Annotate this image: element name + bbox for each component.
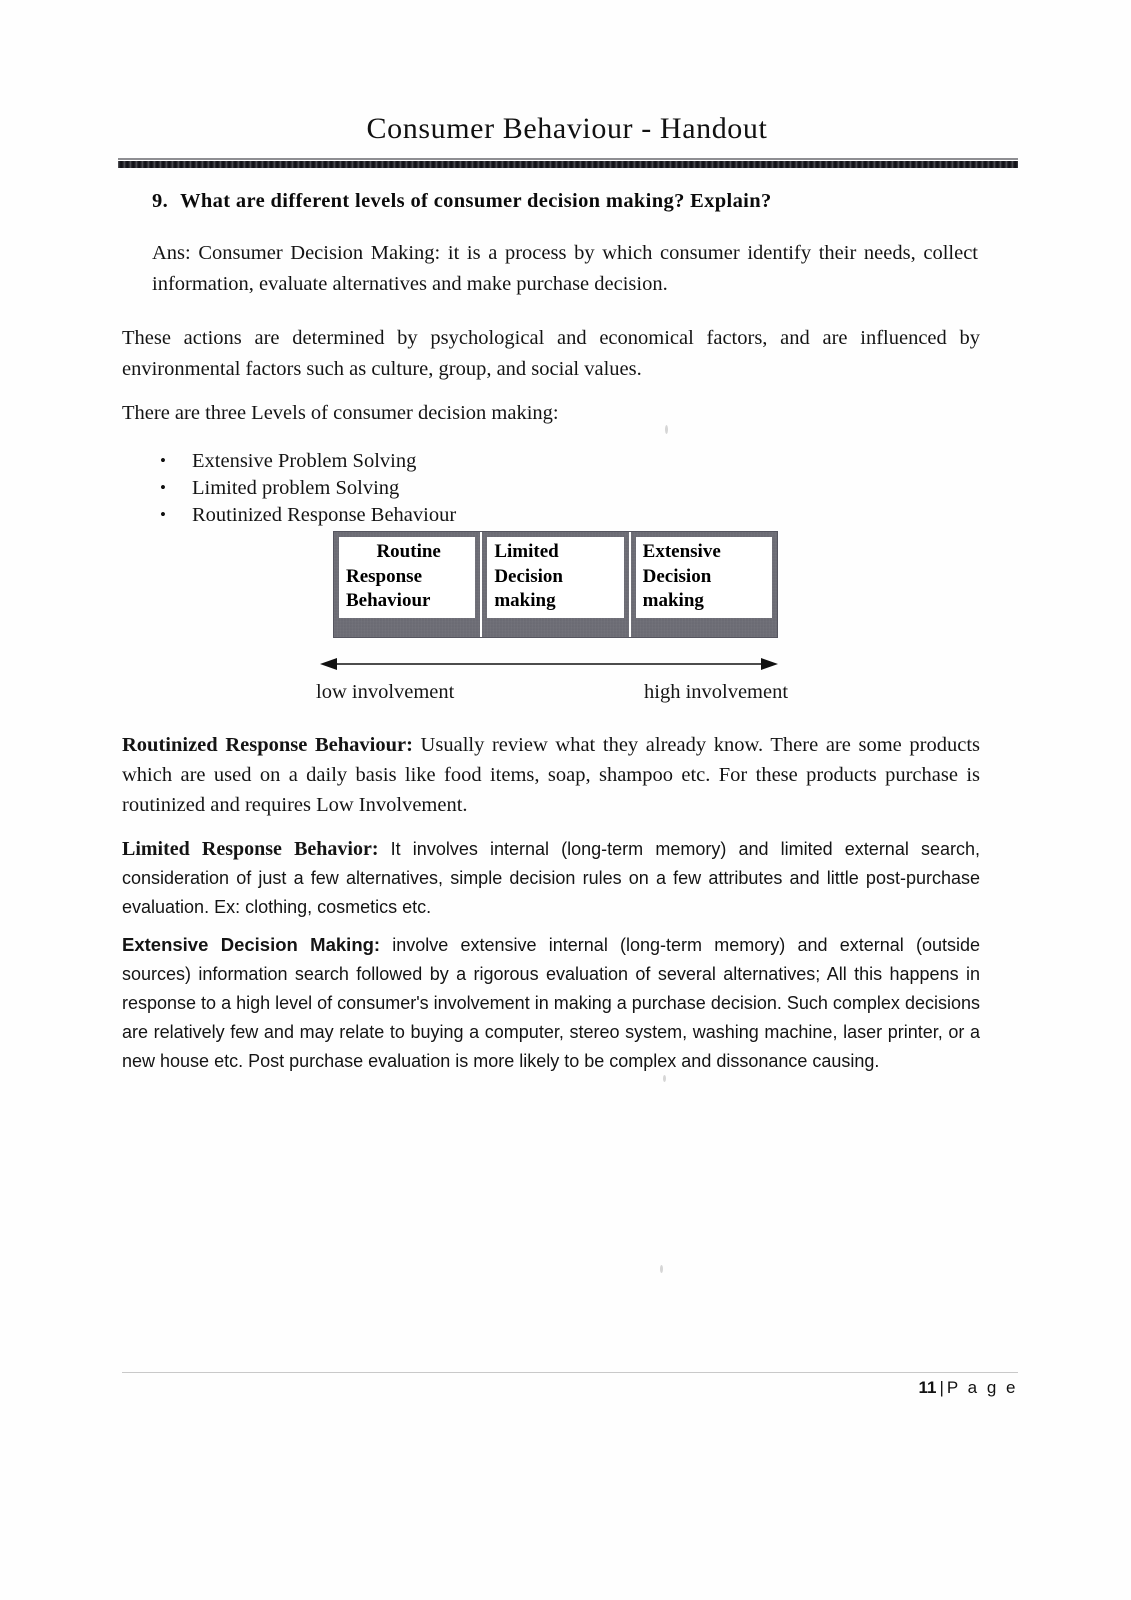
diagram-label-routine bbox=[339, 537, 475, 618]
list-item: • Limited problem Solving bbox=[152, 475, 712, 502]
page-number-separator: | bbox=[939, 1378, 944, 1397]
diagram-label-line: Limited bbox=[494, 541, 559, 562]
arrow-label-row bbox=[316, 679, 816, 709]
diagram-label-extensive bbox=[636, 537, 772, 618]
axis-label-low-involvement: low involvement bbox=[316, 681, 455, 703]
diagram-box-row bbox=[333, 531, 778, 638]
double-arrow-icon bbox=[320, 656, 778, 672]
question-text: What are different levels of consumer decision making? Explain? bbox=[180, 190, 772, 212]
header-rule-thin bbox=[118, 158, 1018, 160]
axis-label-high-involvement: high involvement bbox=[644, 681, 789, 703]
document-header bbox=[118, 112, 1016, 146]
footer-page-number bbox=[122, 1378, 1018, 1398]
diagram-label-line: Routine bbox=[376, 541, 441, 562]
involvement-diagram bbox=[316, 531, 812, 721]
footer-divider bbox=[122, 1372, 1018, 1373]
page-number-value: 11 bbox=[918, 1378, 937, 1397]
page-number-word: P a g e bbox=[946, 1378, 1018, 1397]
scan-artifact bbox=[663, 1075, 666, 1082]
header-rule-thick bbox=[118, 161, 1018, 168]
diagram-label-line: Response bbox=[346, 565, 423, 587]
diagram-cell-extensive bbox=[631, 532, 777, 637]
section-lead: Limited Response Behavior: bbox=[122, 838, 379, 860]
diagram-label-line: Extensive bbox=[642, 541, 721, 562]
question-heading bbox=[152, 188, 1012, 214]
section-lead: Routinized Response Behaviour: bbox=[122, 734, 413, 756]
page-title: Consumer Behaviour - Handout bbox=[366, 112, 768, 145]
levels-bullet-list bbox=[152, 448, 712, 529]
diagram-label-line: Decision bbox=[494, 565, 563, 587]
diagram-label-line: Behaviour bbox=[346, 590, 431, 611]
scan-artifact bbox=[660, 1265, 663, 1273]
section-lead: Extensive Decision Making: bbox=[122, 934, 381, 955]
diagram-label-limited bbox=[487, 537, 623, 618]
section-extensive-decision-making bbox=[122, 930, 980, 1076]
list-item: • Extensive Problem Solving bbox=[152, 448, 712, 475]
diagram-label-line: making bbox=[494, 590, 556, 611]
diagram-label-line: Decision bbox=[642, 565, 712, 587]
section-limited-response bbox=[122, 835, 980, 922]
diagram-cell-limited bbox=[482, 532, 630, 637]
answer-paragraph: Ans: Consumer Decision Making: it is a process by which consumer identify their needs, collect information, evaluate alternatives and make purchase decision. bbox=[152, 242, 978, 295]
question-number: 9. bbox=[152, 190, 169, 212]
levels-intro-paragraph: There are three Levels of consumer decision making: bbox=[122, 402, 559, 424]
section-body: Usually review what they already know. There are some products which are used on a daily basis like food items, soap, shampoo etc. For these products purchase is routinized and requires Low Involvement. bbox=[122, 734, 980, 816]
section-body: involve extensive internal (long-term memory) and external (outside sources) information search followed by a rigorous evaluation of several alternatives; All this happens in response to a high level of consumer's involvement in making a purchase decision. Such complex decisions are relatively few and may relate to buying a computer, stereo system, washing machine, laser printer, or a new house etc. Post purchase evaluation is more likely to be complex and dissonance causing. bbox=[122, 935, 980, 1071]
diagram-cell-routine bbox=[334, 532, 482, 637]
section-routinized-response bbox=[122, 730, 980, 820]
scan-artifact bbox=[665, 425, 668, 434]
actions-paragraph: These actions are determined by psychological and economical factors, and are influenced by environmental factors such as culture, group, and social values. bbox=[122, 327, 980, 380]
section-body: It involves internal (long-term memory) and limited external search, consideration of just a few alternatives, simple decision rules on a few attributes and little post-purchase evaluation. Ex: clothing, cosmetics etc. bbox=[122, 839, 980, 917]
list-item: • Routinized Response Behaviour bbox=[152, 502, 712, 529]
diagram-label-line: making bbox=[642, 590, 704, 611]
